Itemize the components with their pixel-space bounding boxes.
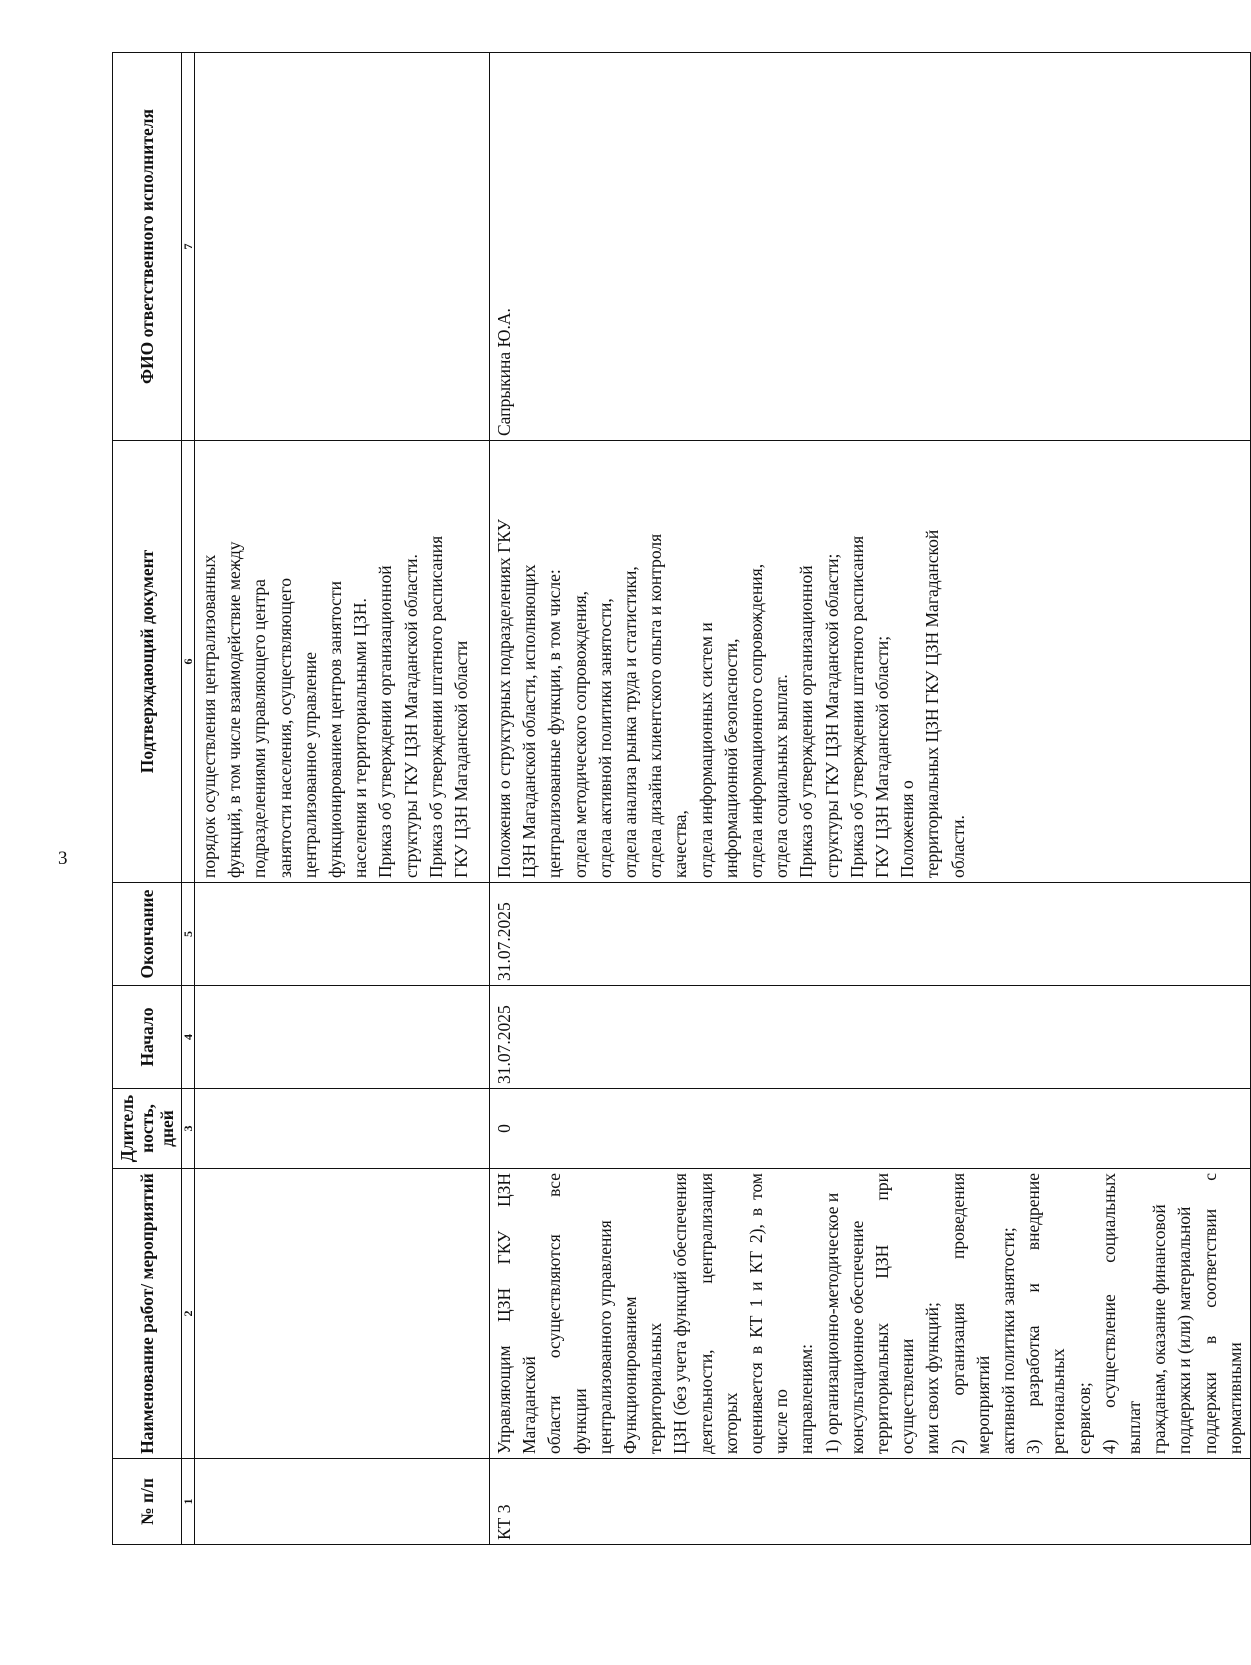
cont-doc-line: ГКУ ЦЗН Магаданской области <box>451 640 472 878</box>
kt3-doc-line: отдела социальных выплат. <box>771 674 792 878</box>
cont-start-cell <box>195 986 490 1089</box>
kt3-end: 31.07.2025 <box>490 883 1251 986</box>
cont-doc-line: функций, в том числе взаимодействие между <box>224 541 245 878</box>
row-kt3 <box>490 53 1251 1545</box>
cont-doc-line: Приказ об утверждении штатного расписания <box>425 535 446 878</box>
cont-doc-line: функционированием центров занятости <box>325 581 346 878</box>
kt3-document-cell <box>490 441 1251 883</box>
kt3-doc-line: структуры ГКУ ЦЗН Магаданской области; <box>821 553 842 878</box>
kt3-doc-line: области. <box>947 815 968 878</box>
kt3-doc-line: территориальных ЦЗН ГКУ ЦЗН Магаданской <box>922 529 943 878</box>
colnum-1: 1 <box>182 1459 195 1545</box>
cont-doc-line: населения и территориальными ЦЗН. <box>350 598 371 878</box>
kt3-name-line: Функционированием территориальных <box>620 1296 666 1454</box>
cont-doc-line: Приказ об утверждении организационной <box>375 565 396 878</box>
cont-end-cell <box>195 883 490 986</box>
kt3-doc-line: Приказ об утверждении организационной <box>796 565 817 878</box>
kt3-doc-line: отдела информационных систем и <box>695 622 716 878</box>
kt3-name-line: территориальных ЦЗН при осуществлении <box>872 1173 918 1454</box>
rotated-table-wrapper <box>112 53 1245 1545</box>
cont-doc-line: централизованное управление <box>299 652 320 878</box>
kt3-name-line: ими своих функций; <box>922 1302 943 1454</box>
kt3-num: КТ 3 <box>490 1459 1251 1545</box>
kt3-name-line: Управляющим ЦЗН ГКУ ЦЗН Магаданской <box>494 1173 540 1454</box>
header-end: Окончание <box>113 883 182 986</box>
continued-row <box>195 53 490 1545</box>
kt3-doc-line: ЦЗН Магаданской области, исполняющих <box>519 564 540 878</box>
kt3-doc-line: ГКУ ЦЗН Магаданской области; <box>872 635 893 878</box>
schedule-table <box>112 52 1251 1545</box>
kt3-name-line: консультационное обеспечение <box>846 1220 867 1454</box>
header-num: № п/п <box>113 1459 182 1545</box>
kt3-doc-line: отдела активной политики занятости, <box>594 598 615 878</box>
kt3-name-line: оценивается в КТ 1 и КТ 2), в том числе по <box>746 1173 792 1454</box>
cont-doc-line: занятости населения, осуществляющего <box>274 578 295 878</box>
header-start: Начало <box>113 986 182 1089</box>
cont-doc-line: подразделениями управляющего центра <box>249 579 270 878</box>
kt3-name-line: области осуществляются все функции <box>544 1173 590 1454</box>
colnum-6: 6 <box>182 441 195 883</box>
kt3-name-line: сервисов; <box>1073 1382 1094 1454</box>
kt3-responsible: Сапрыкина Ю.А. <box>490 53 1251 441</box>
header-duration: Длитель ность, дней <box>113 1089 182 1169</box>
kt3-start: 31.07.2025 <box>490 986 1251 1089</box>
kt3-doc-line: Положения о <box>897 780 918 878</box>
header-name: Наименование работ/ мероприятий <box>113 1169 182 1459</box>
header-row <box>113 53 182 1545</box>
kt3-doc-line: качества, <box>670 810 691 878</box>
kt3-name-line: 4) осуществление социальных выплат <box>1098 1173 1145 1454</box>
colnum-4: 4 <box>182 986 195 1089</box>
kt3-name-line: 1) организационно-методическое и <box>821 1192 842 1454</box>
header-document: Подтверждающий документ <box>113 441 182 883</box>
kt3-name-line: централизованного управления <box>594 1220 615 1454</box>
kt3-doc-line: Положения о структурных подразделениях ГКУ <box>494 519 514 878</box>
cont-doc-line: порядок осуществления централизованных <box>199 554 219 878</box>
colnum-2: 2 <box>182 1169 195 1459</box>
kt3-name-line: поддержки и (или) материальной <box>1174 1206 1195 1454</box>
kt3-name-line: 3) разработка и внедрение региональных <box>1023 1173 1069 1454</box>
cont-document-cell <box>195 441 490 883</box>
column-number-row <box>182 53 195 1545</box>
kt3-doc-line: отдела анализа рынка труда и статистики, <box>620 566 641 878</box>
colnum-5: 5 <box>182 883 195 986</box>
cont-num-cell <box>195 1459 490 1545</box>
kt3-doc-line: отдела информационного сопровождения, <box>746 563 767 878</box>
colnum-3: 3 <box>182 1089 195 1169</box>
cont-name-cell <box>195 1169 490 1459</box>
cont-doc-line: структуры ГКУ ЦЗН Магаданской области. <box>400 554 421 878</box>
page-number: 3 <box>58 848 68 869</box>
kt3-name-cell <box>490 1169 1251 1459</box>
kt3-name-line: активной политики занятости; <box>998 1227 1019 1454</box>
kt3-name-line: ЦЗН (без учета функций обеспечения <box>670 1173 691 1454</box>
cont-duration-cell <box>195 1089 490 1169</box>
kt3-name-line: деятельности, централизация которых <box>695 1173 741 1454</box>
kt3-name-line: направлениям: <box>796 1343 817 1454</box>
kt3-name-line: гражданам, оказание финансовой <box>1149 1204 1170 1454</box>
header-responsible: ФИО ответственного исполнителя <box>113 53 182 441</box>
colnum-7: 7 <box>182 53 195 441</box>
kt3-name-line: поддержки в соответствии с нормативными <box>1199 1173 1245 1454</box>
kt3-doc-line: Приказ об утверждении штатного расписания <box>846 535 867 878</box>
kt3-doc-line: централизованные функции, в том числе: <box>544 569 565 878</box>
kt3-name-line: 2) организация проведения мероприятий <box>947 1173 993 1454</box>
kt3-doc-line: информационной безопасности, <box>720 638 741 878</box>
cont-responsible-cell <box>195 53 490 441</box>
kt3-doc-line: отдела методического сопровождения, <box>569 590 590 878</box>
kt3-doc-line: отдела дизайна клиентского опыта и контроля <box>645 533 666 878</box>
kt3-duration: 0 <box>490 1089 1251 1169</box>
